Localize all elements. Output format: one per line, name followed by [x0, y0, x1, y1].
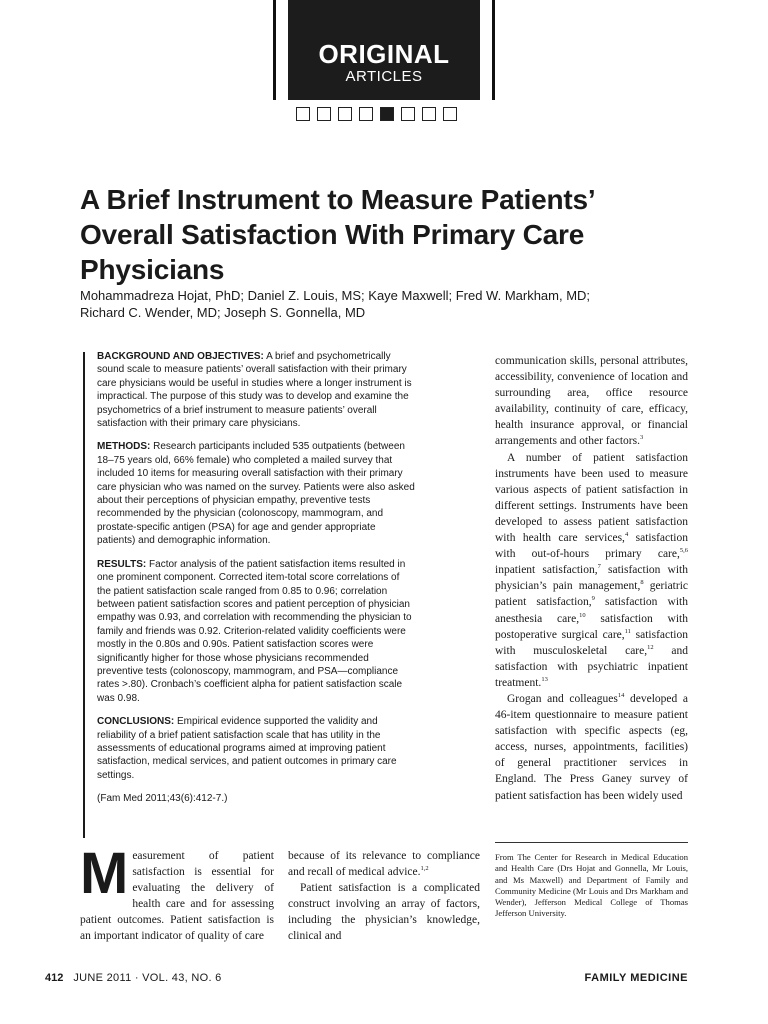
journal-name: FAMILY MEDICINE	[584, 972, 688, 984]
body-text-segment: satisfaction with postoperative surgical care,	[495, 612, 688, 641]
citation: (Fam Med 2011;43(6):412-7.)	[97, 793, 228, 805]
body-column-3	[495, 353, 688, 804]
body-text-segment: inpatient satisfaction,	[495, 564, 598, 577]
reference-superscript: 12	[647, 643, 654, 651]
section-marker	[401, 107, 415, 121]
body-text-segment: geriatric patient satisfaction,	[495, 580, 689, 609]
body-text-segment: satisfaction with out-of-hours primary care,	[495, 532, 689, 561]
reference-superscript: 11	[624, 627, 631, 635]
reference-superscript: 10	[579, 611, 586, 619]
body-text-segment: satisfaction with musculoskeletal care,	[495, 628, 688, 657]
author-list	[80, 287, 700, 321]
abstract	[97, 350, 415, 806]
section-marker	[338, 107, 352, 121]
section-marker	[359, 107, 373, 121]
section-marker	[443, 107, 457, 121]
abstract-results	[97, 558, 415, 705]
drop-cap: M	[80, 841, 129, 906]
body-text-segment: satisfaction with anesthesia care,	[495, 596, 688, 625]
body-col3-p1-text: communication skills, personal attributes, accessibility, convenience of location and surrounding area, office resource availability, continuity of care, efficacy, health insurance approval, or financial arrangements and other factors.	[495, 355, 688, 448]
reference-superscript: 14	[617, 692, 625, 700]
reference-superscript: 9	[591, 595, 595, 603]
body-column-2	[288, 848, 480, 945]
article-title: A Brief Instrument to Measure Patients’ Overall Satisfaction With Primary Care Physicians	[80, 184, 594, 285]
reference-superscript: 3	[639, 434, 644, 442]
abstract-conclusions-heading: CONCLUSIONS:	[97, 716, 175, 728]
body-col2-paragraph-2: Patient satisfaction is a complicated construct involving an array of factors, including the physician’s knowledge, clinical and	[288, 882, 480, 943]
abstract-methods	[97, 440, 415, 547]
abstract-conclusions	[97, 715, 415, 782]
section-marker-active	[380, 107, 394, 121]
page-number: 412	[45, 972, 64, 984]
body-column-1	[80, 841, 274, 945]
affiliation-note: From The Center for Research in Medical Education and Health Care (Drs Hojat and Gonnella, Mr Louis, and Ms Maxwell) and Department of Family and Community Medicine (Mr Louis and Drs Markham and Wender), Jefferson Medical College of Thomas Jefferson University.	[495, 852, 688, 919]
issue-info: JUNE 2011 · VOL. 43, NO. 6	[73, 972, 222, 984]
abstract-rule	[83, 352, 85, 838]
abstract-results-text: Factor analysis of the patient satisfaction items resulted in one prominent component. Corrected item-total score correlations of the patient satisfaction scale ranged from 0.85 to 0.96; correlation between patient satisfaction scores and patient perception of physician empathy was 0.93, and correlation with recommending the physician to family and friends was 0.92. Criterion-related validity coefficients were mostly in the 0.80s and 0.90s. Patient satisfaction scores were significantly higher for those whose physicians recommended preventive tests (colonoscopy, mammogram, and PSA—compliance rates >.80). Cronbach’s coefficient alpha for patient satisfaction scale was 0.98.	[97, 558, 412, 704]
body-col2-paragraph-1	[288, 848, 480, 880]
body-text-segment: A number of patient satisfaction instruments have been used to measure various aspects of patient satisfaction in different settings. Instruments have been developed to assess patient satisfaction with health care services,	[495, 451, 688, 545]
section-label-articles: ARTICLES	[345, 68, 423, 85]
reference-superscript: 4	[624, 531, 629, 539]
body-text-segment: and satisfaction with psychiatric inpatient treatment.	[495, 644, 688, 689]
abstract-conclusions-text: Empirical evidence supported the validity and reliability of a brief patient satisfaction scale that has utility in the assessments of educational programs aimed at improving patient satisfaction, medical services, and patient outcomes in primary care settings.	[97, 716, 397, 781]
page-footer	[45, 970, 688, 986]
section-marker	[296, 107, 310, 121]
body-text-segment: developed a 46-item questionnaire to measure patient satisfaction with specific aspects (eg, access, nurses, appointments, facilities) of general practitioner services in England. The Press Ganey survey of patient satisfaction has been widely used	[495, 692, 688, 802]
section-markers	[296, 107, 457, 121]
reference-superscript: 13	[541, 676, 548, 684]
body-col3-paragraph-3	[495, 691, 688, 804]
section-banner	[288, 0, 480, 100]
reference-superscript: 5,6	[679, 547, 688, 555]
author-line-2: Richard C. Wender, MD; Joseph S. Gonnella, MD	[80, 305, 366, 320]
abstract-methods-heading: METHODS:	[97, 441, 151, 453]
reference-superscript: 7	[597, 563, 601, 571]
body-col2-p1-text: because of its relevance to compliance and recall of medical advice.	[288, 850, 480, 879]
abstract-background	[97, 350, 415, 430]
section-marker	[317, 107, 331, 121]
abstract-background-heading: BACKGROUND AND OBJECTIVES:	[97, 351, 264, 362]
affiliation-rule	[495, 842, 688, 843]
abstract-background-text: A brief and psychometrically sound scale to measure patients’ overall satisfaction with their primary care physicians would be useful in studies where a longer instrument is impractical. The purpose of this study was to develop and examine the psychometrics of a brief instrument to measure patients’ overall satisfaction with their primary care physicians.	[97, 351, 412, 430]
reference-superscript: 1,2	[420, 865, 429, 873]
section-label-original: ORIGINAL	[318, 39, 450, 69]
body-text-segment: satisfaction with physician’s pain management,	[495, 564, 688, 593]
body-col3-paragraph-2	[495, 450, 688, 691]
section-marker	[422, 107, 436, 121]
abstract-methods-text: Research participants included 535 outpatients (between 18–75 years old, 66% female) who completed a mailed survey that included 10 items for measuring overall satisfaction with their primary care physician who was named on the survey. Patients were also asked about their perceptions of physician empathy, preventive tests recommended by the physician (colonoscopy, mammogram, and prostate-specific antigen (PSA) for age and gender appropriate patients) and demographic information.	[97, 441, 415, 547]
header-rule-right	[492, 0, 495, 100]
abstract-results-heading: RESULTS:	[97, 558, 147, 570]
reference-superscript: 8	[640, 579, 644, 587]
body-col3-paragraph-1	[495, 353, 688, 450]
author-line-1: Mohammadreza Hojat, PhD; Daniel Z. Louis, MS; Kaye Maxwell; Fred W. Markham, MD;	[80, 288, 591, 303]
body-col1-text: easurement of patient satisfaction is essential for evaluating the delivery of health care and for assessing patient outcomes. Patient satisfaction is an important indicator of quality of care	[80, 850, 274, 943]
body-text-segment: Grogan and colleagues	[507, 692, 618, 705]
header-rule-left	[273, 0, 276, 100]
